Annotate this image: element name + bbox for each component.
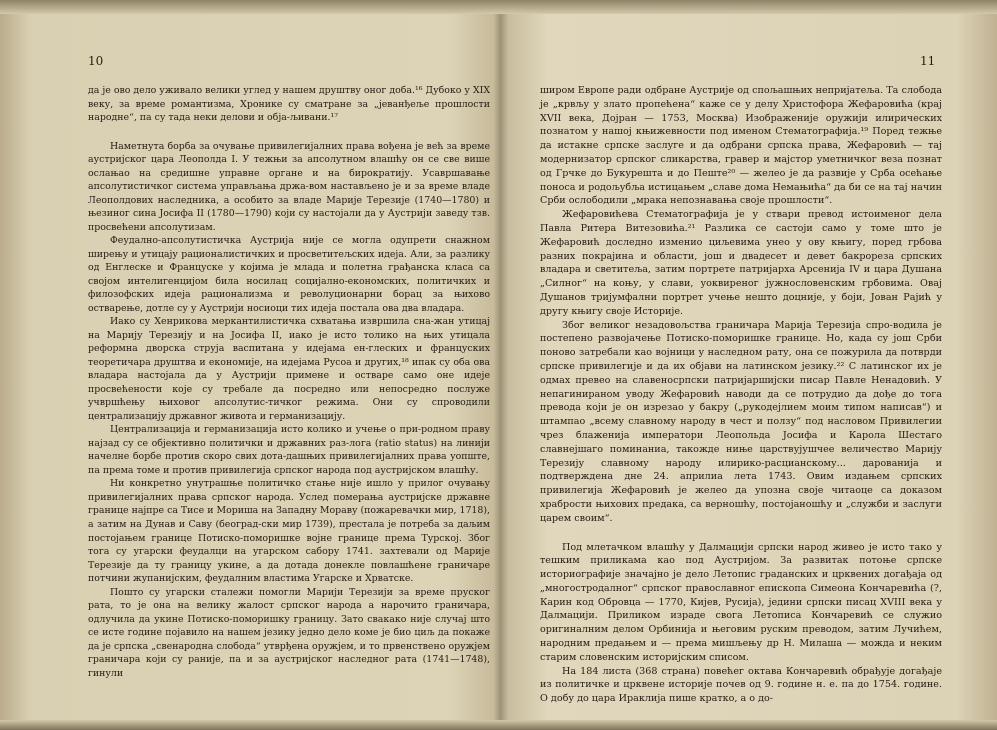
paragraph: да је ово дело уживало велики углед у нашем друштву оног доба.¹⁶ Дубоко у XIX веку, за време романтизма, Хронике су сматране за „јеванђеље прошлости народне“, па су тада неки делови и обја-љивани.¹⁷: [88, 85, 490, 124]
page-number-right: 11: [920, 54, 936, 68]
paragraph: широм Европе ради одбране Аустрије од спољашњих непријатеља. Та слобода је „крвљу у злато пропећена“ каже се у делу Христофора Жефаровића (крај XVII века, Дојран — 1753, Москва) Изображеније оружији илирических познатом у нашој књижевности под именом Стематографија.¹⁹ Поред тежње да истакне српске заслуге и да одбрани српска права, Жефаровић — тај модернизатор српског сликарства, гравер и мајстор уметничког веза познат од Грчке до Букурешта и до Пеште²⁰ — желео је да развије у Срба осећање поноса и родољубља истицањем „славе дома Немањића“ да би се на тај начин Срби ослободили „мрака непознавања своје прошлости“.: [540, 85, 942, 207]
page-edge-bottom: [0, 720, 997, 730]
paragraph: Иако су Хенрикова меркантилистичка схватања извршила сна-жан утицај на Марију Терезију и на Јосифа II, иако је исто толико на њих утицала реформна дворска струја васпитана у идејама ен-глеских и француских теоретичара друштва и економије, на идејама Русоа и других,¹⁸ ипак су оба ова владара настојала да у Аустрији примене и остваре само оне идеје просвећености које су требале да посредно или непосредно послуже учвршћењу њиховог апсолутис-тичког режима. Они су спроводили централизацију државног живота и германизацију.: [88, 316, 490, 422]
page-number-left: 10: [88, 54, 104, 68]
paragraph: Под млетачком влашћу у Далмацији српски народ живео је исто тако у тешким приликама као под Аустријом. За развитак потоње српске историографије значајно је дело Летопис граданских и црквених догађаја од „многостродалног“ српског православног епископа Симеона Кончаревића (?, Карин код Обровца — 1770, Кијев, Русија), једини српски писац XVIII века у Далмацији. Приликом израде свога Летописа Кончаревић се служио оригиналним делом Орбинија и његовим руским преводом, затим Лучићем, народним предањем и — према мишљењу др Н. Милаша — можда и неким старим словенским историјским списом.: [540, 541, 942, 663]
paragraph: Централизација и германизација исто колико и учење о при-родном праву најзад су се објективно политички и државних раз-лога (ratio status) на линији начелне борбе против скоро свих дота-дашњих привилегијалних права уопште, па према томе и против привилегија српског народа под аустријском влашћу.: [88, 424, 490, 476]
page-edge-top: [0, 0, 997, 14]
paragraph: Жефаровићева Стематографија је у ствари превод истоименог дела Павла Ритера Витезовића.²¹ Разлика се састоји само у томе што је Жефаровић доследно изменио циљевима унео у ову књигу, поред грбова разних покрајина и области, још и двадесет и девет бакрореза српских владара и светитеља, затим портрете патријарха Арсенија IV и цара Душана „Силног“ на коњу, у слави, уоквиреног јужнословенским грбовима. Овај Душанов тријумфални портрет учење нешто доцније, у боји, Јован Рајић у другу књигу своје Историје.: [540, 209, 942, 317]
paragraph: Наметнута борба за очување привилегијалних права вођена је већ за време аустријског цара Леополда I. У тежњи за апсолутном влашћу он се све више ослањао на средишне управне органе и на бирократију. Усавршавање апсолутистичког система управљања држа-вом настављено је и за време владе Леополдових наследника, а особито за владе Марије Терезије (1740—1780) и њезиног сина Јосифа II (1780—1790) који су настојали да у Аустрији заведу тзв. просвећени апсолутизам.: [88, 140, 490, 233]
paragraph: На 184 листа (368 страна) повећег октава Кончаревић обрађује догађаје из политичке и црквене историје почев од 9. године н. е. па до 1754. године. О добу до цара Ираклија пише кратко, а о до-: [540, 665, 942, 705]
paragraph: Пошто су угарски сталежи помогли Марији Терезији за време пруског рата, то је она на велику жалост српског народа а нарочито граничара, одлучила да укине Потиско-поморишку границу. Зато свакако није случај што се исте године појавило на нашем језику једно дело коме је био циљ да покаже да је српска „свенародна слобода“ утврђена оружјем, и то првенствено оружјем граничара који су раније, па и за аустријског наследног рата (1741—1748), гинули: [88, 586, 490, 679]
paragraph: Ни конкретно унутрашње политичко стање није ишло у прилог очувању привилегијалних права српског народа. Услед померања аустријске државне границе најпре са Тисе и Мориша на Западну Мораву (пожаревачки мир, 1718), а затим на Дунав и Саву (београд-ски мир 1739), престала је потреба за даљим постојањем границе Потиско-поморишке војне границе према Турској. Због тога су угарски феудалци на угарском сабору 1741. захтевали од Марије Терезије да ту границу укине, а да дотада донекле повлашћене граничаре потчини жупанијским, феудалним властима Угарске и Хрватске.: [88, 478, 490, 585]
right-page-text: [540, 84, 942, 706]
paragraph: Због великог незадовољства граничара Марија Терезија спро-водила је постепено развојачење Потиско-поморишке границе. Но, када су још Срби поново затребали као војници у наследном рату, она се пожурила да потврди српске привилегије и да их објави на латинском језику.²² С латинског их је одмах превео на славеносрпски патријаршијски писар Павле Ненадовић. У непагинираном уводу Жефаровић наводи да се потрудио да дође до тога превода који је он изрезао у бакру („рукодејлием моим типом написав“) и штампао „всему славному народу в чест и ползу“ под насловом Привилегии чрез блаженија императори Леопольда Јосифа и Карола Шестаго славнејшаго поминаниа, такожде ниње царствујушчее величество Марију Терезију славному народу илирико-расцианскому... дарованија и подтверждена дне 24. априлиа лета 1743. Овим издањем српских привилегија Жефаровић је желео да упозна своје читаоце са доказом храбрости њихових предака, са верношћу, постојаношћу и „служби и заслуги царем своим“.: [540, 319, 942, 524]
paragraph: Феудално-апсолутистичка Аустрија није се могла одупрети снажном ширењу и утицају рационалистичких и просветитељских идеја. Али, за разлику од Енглеске и Француске у којима је млада и полетна грађанска класа са својом интелигенцијом била носилац социјално-економских, политичких и филозофских идеја рационализма и револуционарни борац за њихово остварење, дотле су у Аустрији носиоци тих идеја постала ова два владара.: [88, 235, 490, 314]
left-page-text: [88, 84, 490, 680]
